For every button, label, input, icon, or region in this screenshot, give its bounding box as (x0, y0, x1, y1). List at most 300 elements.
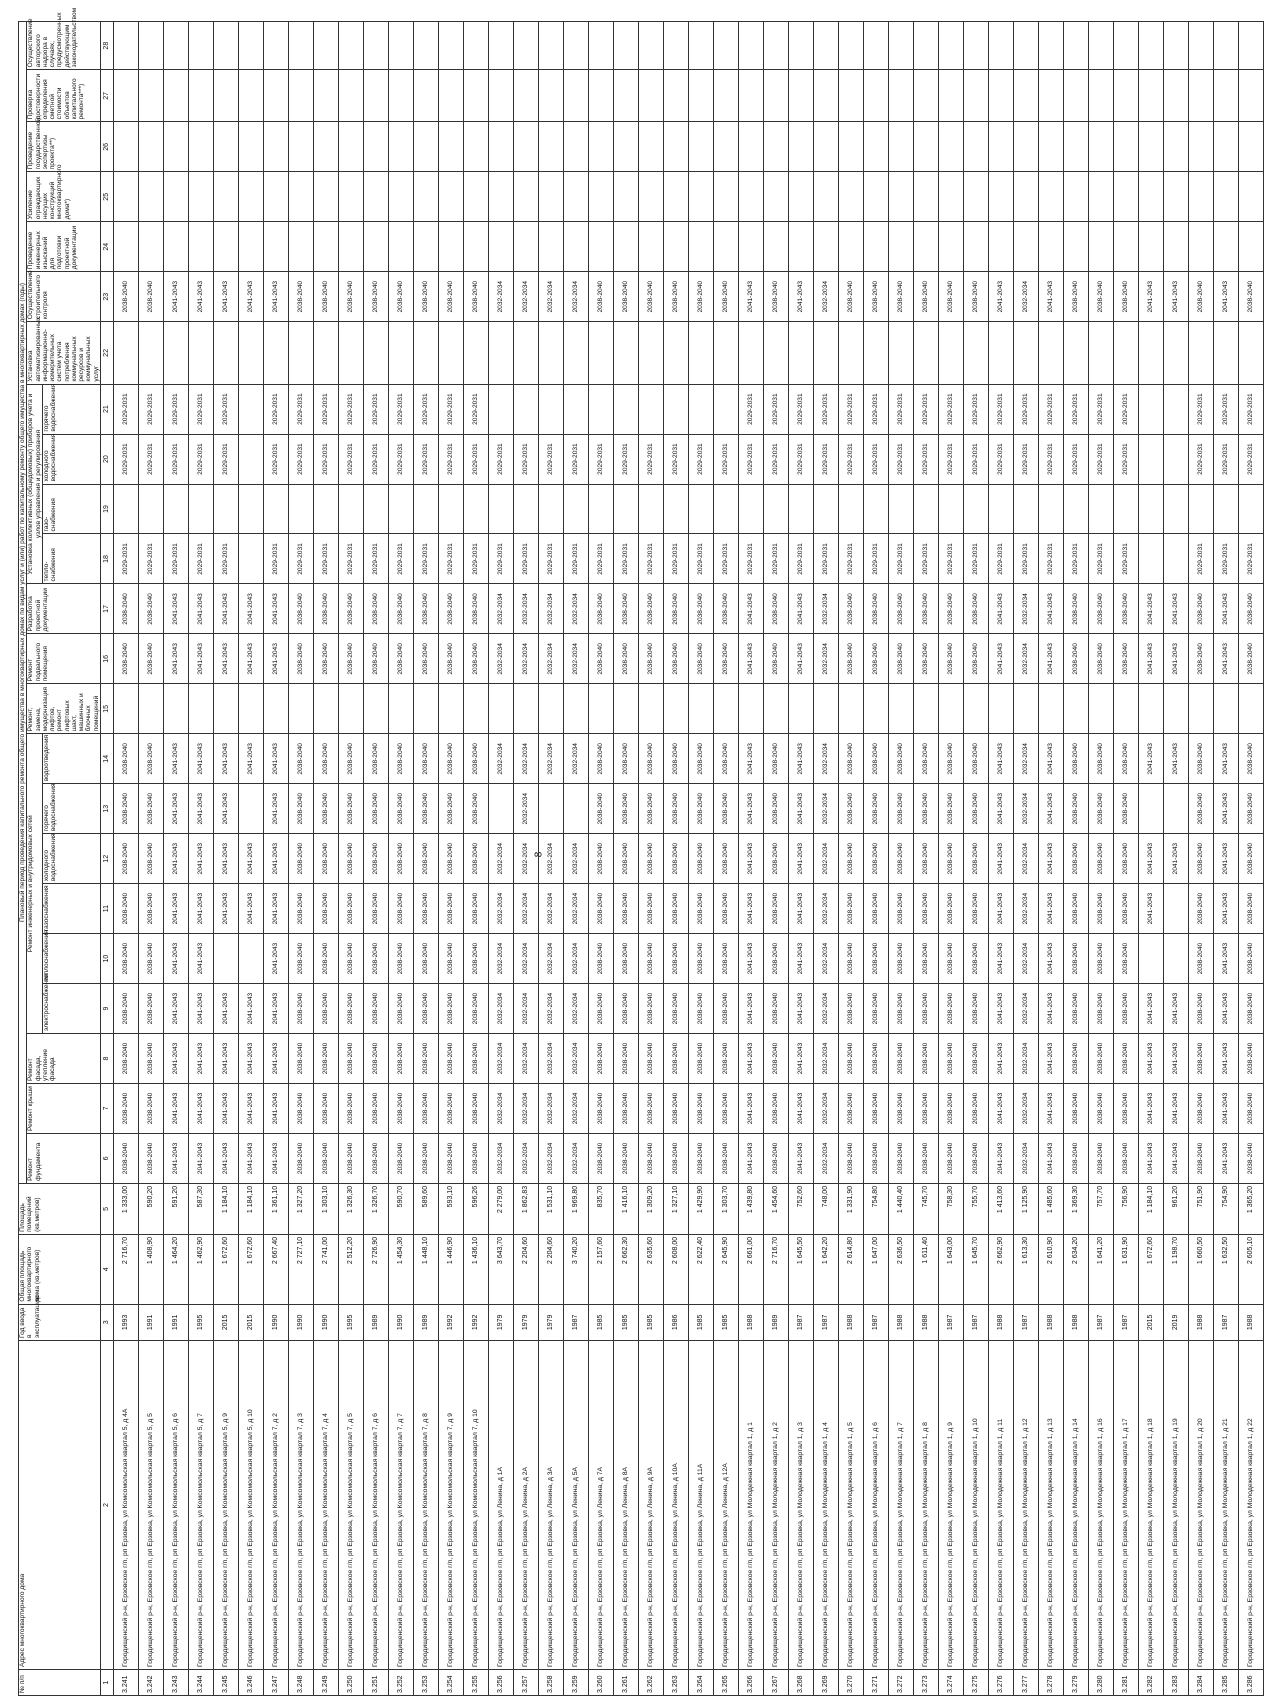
row-empty-cell (1013, 222, 1038, 272)
row-period-cell (713, 322, 738, 384)
row-period-cell: 2029-2031 (1113, 384, 1138, 434)
row-period-cell: 2029-2031 (1213, 534, 1238, 584)
row-period-cell (513, 322, 538, 384)
row-period-cell: 2041-2043 (188, 1133, 213, 1183)
row-period-cell: 2032-2034 (1013, 784, 1038, 834)
row-empty-cell (738, 70, 763, 122)
row-period-cell: 2029-2031 (363, 434, 388, 484)
row-period-cell (188, 684, 213, 734)
row-address: Городищенский р-н, Ерзовское г/п, рп Ерзовка, ул Молодежная квартал 1, д 21 (1213, 1341, 1238, 1670)
row-period-cell: 2029-2031 (363, 534, 388, 584)
row-number: 3.242 (138, 1669, 163, 1695)
row-period-cell (1063, 684, 1088, 734)
table-row (213, 22, 238, 1696)
row-period-cell: 2041-2043 (1163, 1133, 1188, 1183)
row-number: 3.259 (563, 1669, 588, 1695)
row-period-cell (663, 384, 688, 434)
table-row (538, 22, 563, 1696)
row-period-cell: 2041-2043 (1138, 1133, 1163, 1183)
row-year: 1979 (488, 1304, 513, 1340)
row-period-cell: 2038-2040 (688, 934, 713, 984)
column-number: 13 (100, 784, 113, 834)
row-period-cell: 2041-2043 (738, 1083, 763, 1133)
row-period-cell: 2038-2040 (463, 784, 488, 834)
row-period-cell: 2032-2034 (563, 984, 588, 1034)
row-period-cell: 2029-2031 (1113, 534, 1138, 584)
row-period-cell: 2038-2040 (388, 784, 413, 834)
table-row (838, 22, 863, 1696)
row-empty-cell (188, 222, 213, 272)
row-period-cell: 2041-2043 (188, 272, 213, 322)
header-num: № п/п (19, 1669, 101, 1695)
row-period-cell: 2029-2031 (1088, 534, 1113, 584)
row-premises-area: 745,70 (913, 1183, 938, 1234)
row-empty-cell (713, 172, 738, 222)
row-period-cell (538, 484, 563, 534)
row-period-cell: 2041-2043 (788, 884, 813, 934)
row-premises-area: 1 862,83 (513, 1183, 538, 1234)
row-period-cell: 2038-2040 (363, 734, 388, 784)
row-number: 3.280 (1088, 1669, 1113, 1695)
header-expertise: Проведение государственной экспертизы проекта**) (27, 122, 101, 172)
row-period-cell (1163, 322, 1188, 384)
row-empty-cell (463, 70, 488, 122)
row-period-cell: 2041-2043 (788, 1034, 813, 1084)
row-period-cell: 2041-2043 (1138, 834, 1163, 884)
column-number: 14 (100, 734, 113, 784)
row-empty-cell (638, 22, 663, 70)
row-empty-cell (113, 222, 138, 272)
column-number: 6 (100, 1133, 113, 1183)
row-period-cell: 2038-2040 (638, 834, 663, 884)
row-address: Городищенский р-н, Ерзовское г/п, рп Ерзовка, ул Молодежная квартал 1, д 13 (1038, 1341, 1063, 1670)
row-period-cell: 2041-2043 (213, 272, 238, 322)
row-period-cell: 2041-2043 (263, 1083, 288, 1133)
row-period-cell: 2041-2043 (188, 884, 213, 934)
row-period-cell: 2038-2040 (438, 784, 463, 834)
row-empty-cell (738, 172, 763, 222)
row-empty-cell (863, 70, 888, 122)
row-period-cell: 2029-2031 (163, 384, 188, 434)
row-period-cell: 2029-2031 (513, 434, 538, 484)
row-period-cell: 2029-2031 (1188, 384, 1213, 434)
table-row (1238, 22, 1263, 1696)
row-empty-cell (813, 22, 838, 70)
column-number: 10 (100, 934, 113, 984)
row-empty-cell (988, 222, 1013, 272)
row-period-cell: 2032-2034 (488, 272, 513, 322)
header-design-docs: Разработка проектной документации (27, 584, 101, 634)
row-period-cell: 2038-2040 (613, 584, 638, 634)
row-period-cell: 2041-2043 (263, 934, 288, 984)
row-total-area: 1 642,20 (813, 1234, 838, 1304)
row-period-cell: 2029-2031 (738, 384, 763, 434)
row-period-cell: 2038-2040 (913, 1133, 938, 1183)
row-period-cell: 2029-2031 (863, 534, 888, 584)
row-period-cell (1138, 684, 1163, 734)
row-period-cell: 2032-2034 (538, 1083, 563, 1133)
row-period-cell: 2038-2040 (338, 984, 363, 1034)
row-period-cell: 2029-2031 (763, 534, 788, 584)
row-period-cell: 2032-2034 (513, 884, 538, 934)
row-period-cell (1088, 484, 1113, 534)
row-period-cell: 2038-2040 (1063, 584, 1088, 634)
row-empty-cell (513, 70, 538, 122)
row-period-cell: 2029-2031 (138, 434, 163, 484)
row-period-cell (238, 534, 263, 584)
row-period-cell: 2029-2031 (888, 434, 913, 484)
row-period-cell: 2038-2040 (838, 634, 863, 684)
row-total-area: 1 446,90 (438, 1234, 463, 1304)
row-premises-area: 1 326,70 (363, 1183, 388, 1234)
row-period-cell: 2029-2031 (888, 384, 913, 434)
row-period-cell: 2038-2040 (138, 734, 163, 784)
row-period-cell (388, 684, 413, 734)
row-empty-cell (1088, 22, 1113, 70)
row-period-cell: 2038-2040 (938, 1034, 963, 1084)
row-period-cell: 2032-2034 (488, 584, 513, 634)
table-header (19, 7, 114, 1696)
table-row (1038, 22, 1063, 1696)
row-period-cell: 2029-2031 (638, 434, 663, 484)
row-period-cell: 2041-2043 (213, 1133, 238, 1183)
row-period-cell (388, 322, 413, 384)
row-premises-area: 961,20 (1163, 1183, 1188, 1234)
row-period-cell (763, 684, 788, 734)
row-empty-cell (1163, 22, 1188, 70)
header-elevators: Ремонт, замена, модернизация лифтов, ремонт лифтовых шахт, машинных и блочных помещений (27, 684, 101, 734)
row-year: 1988 (1063, 1304, 1088, 1340)
row-period-cell (188, 322, 213, 384)
row-empty-cell (338, 22, 363, 70)
row-year: 1995 (188, 1304, 213, 1340)
row-empty-cell (1138, 172, 1163, 222)
row-period-cell: 2041-2043 (213, 1083, 238, 1133)
row-period-cell (338, 484, 363, 534)
row-premises-area: 1 184,10 (213, 1183, 238, 1234)
row-empty-cell (1013, 122, 1038, 172)
row-empty-cell (613, 222, 638, 272)
row-period-cell: 2038-2040 (338, 1034, 363, 1084)
row-period-cell (688, 322, 713, 384)
row-empty-cell (1213, 222, 1238, 272)
row-total-area: 2 622,40 (688, 1234, 713, 1304)
row-total-area: 1 464,20 (163, 1234, 188, 1304)
row-period-cell: 2041-2043 (1038, 784, 1063, 834)
row-period-cell: 2029-2031 (838, 534, 863, 584)
row-total-area: 1 647,00 (863, 1234, 888, 1304)
row-empty-cell (538, 22, 563, 70)
row-premises-area: 590,20 (138, 1183, 163, 1234)
table-row (1088, 22, 1113, 1696)
row-period-cell: 2029-2031 (288, 434, 313, 484)
row-period-cell (163, 484, 188, 534)
row-period-cell (888, 322, 913, 384)
row-period-cell (713, 384, 738, 434)
row-period-cell: 2038-2040 (438, 884, 463, 934)
row-total-area: 2 636,50 (888, 1234, 913, 1304)
row-period-cell: 2029-2031 (1238, 434, 1263, 484)
row-period-cell: 2029-2031 (1038, 534, 1063, 584)
row-period-cell: 2038-2040 (1188, 934, 1213, 984)
row-total-area: 1 641,20 (1088, 1234, 1113, 1304)
row-empty-cell (863, 222, 888, 272)
row-period-cell: 2038-2040 (713, 784, 738, 834)
row-period-cell: 2032-2034 (1013, 584, 1038, 634)
table-row (313, 22, 338, 1696)
row-period-cell: 2041-2043 (1213, 1034, 1238, 1084)
row-period-cell (1138, 934, 1163, 984)
row-period-cell: 2038-2040 (113, 734, 138, 784)
row-year: 1987 (963, 1304, 988, 1340)
row-period-cell: 2041-2043 (988, 634, 1013, 684)
row-period-cell: 2041-2043 (163, 1083, 188, 1133)
row-period-cell: 2041-2043 (1213, 884, 1238, 934)
row-period-cell: 2038-2040 (113, 634, 138, 684)
row-period-cell (963, 684, 988, 734)
row-empty-cell (688, 222, 713, 272)
row-period-cell: 2038-2040 (1088, 1083, 1113, 1133)
row-period-cell (888, 684, 913, 734)
row-period-cell: 2038-2040 (713, 584, 738, 634)
row-total-area: 1 672,60 (1138, 1234, 1163, 1304)
row-premises-area: 596,26 (463, 1183, 488, 1234)
row-period-cell: 2038-2040 (863, 1133, 888, 1183)
row-period-cell: 2038-2040 (413, 634, 438, 684)
row-period-cell: 2038-2040 (888, 1083, 913, 1133)
row-empty-cell (1188, 70, 1213, 122)
row-number: 3.243 (163, 1669, 188, 1695)
row-period-cell (1088, 322, 1113, 384)
column-number: 22 (100, 322, 113, 384)
row-year: 1979 (538, 1304, 563, 1340)
row-empty-cell (163, 22, 188, 70)
row-empty-cell (1013, 22, 1038, 70)
row-period-cell: 2038-2040 (913, 934, 938, 984)
row-period-cell: 2029-2031 (313, 434, 338, 484)
row-period-cell: 2041-2043 (188, 1083, 213, 1133)
row-year: 2015 (213, 1304, 238, 1340)
row-empty-cell (1163, 222, 1188, 272)
row-empty-cell (338, 70, 363, 122)
row-period-cell: 2041-2043 (738, 1034, 763, 1084)
row-total-area: 1 631,90 (1113, 1234, 1138, 1304)
row-period-cell: 2038-2040 (338, 634, 363, 684)
row-period-cell: 2029-2031 (788, 534, 813, 584)
row-period-cell (363, 684, 388, 734)
row-period-cell (1213, 684, 1238, 734)
row-empty-cell (213, 70, 238, 122)
row-period-cell: 2038-2040 (363, 634, 388, 684)
row-period-cell: 2032-2034 (488, 634, 513, 684)
row-number: 3.269 (813, 1669, 838, 1695)
row-empty-cell (438, 70, 463, 122)
row-period-cell: 2029-2031 (1013, 534, 1038, 584)
header-supervision: Осуществление строительного контроля (27, 272, 101, 322)
row-empty-cell (1238, 22, 1263, 70)
row-period-cell: 2038-2040 (113, 1133, 138, 1183)
row-period-cell (1163, 384, 1188, 434)
row-period-cell (738, 484, 763, 534)
row-period-cell: 2041-2043 (263, 1034, 288, 1084)
row-period-cell: 2041-2043 (213, 784, 238, 834)
row-period-cell: 2038-2040 (663, 1083, 688, 1133)
row-empty-cell (163, 172, 188, 222)
row-period-cell: 2038-2040 (838, 984, 863, 1034)
row-period-cell (338, 684, 363, 734)
row-period-cell: 2038-2040 (613, 884, 638, 934)
row-period-cell (763, 484, 788, 534)
header-meters: Установка коллективных (общедомовых) приборов учета и узлов управления и регулирования (27, 384, 43, 584)
row-empty-cell (588, 22, 613, 70)
row-period-cell: 2032-2034 (813, 1034, 838, 1084)
row-period-cell: 2041-2043 (738, 834, 763, 884)
row-number: 3.273 (913, 1669, 938, 1695)
row-period-cell: 2038-2040 (363, 1083, 388, 1133)
row-year: 2015 (238, 1304, 263, 1340)
row-period-cell: 2032-2034 (513, 584, 538, 634)
row-year: 1985 (588, 1304, 613, 1340)
row-period-cell: 2038-2040 (688, 984, 713, 1034)
row-period-cell: 2038-2040 (613, 1083, 638, 1133)
row-period-cell: 2038-2040 (113, 834, 138, 884)
row-period-cell: 2032-2034 (563, 934, 588, 984)
row-period-cell: 2038-2040 (663, 1034, 688, 1084)
row-empty-cell (988, 172, 1013, 222)
row-period-cell: 2038-2040 (888, 884, 913, 934)
row-period-cell: 2038-2040 (388, 272, 413, 322)
row-year: 1988 (888, 1304, 913, 1340)
row-empty-cell (313, 222, 338, 272)
row-period-cell: 2041-2043 (1138, 1034, 1163, 1084)
row-empty-cell (388, 22, 413, 70)
row-premises-area: 758,30 (938, 1183, 963, 1234)
row-period-cell: 2041-2043 (163, 1133, 188, 1183)
row-empty-cell (763, 70, 788, 122)
row-empty-cell (138, 70, 163, 122)
table-row (1113, 22, 1138, 1696)
row-period-cell: 2041-2043 (1163, 984, 1188, 1034)
row-address: Городищенский р-н, Ерзовское г/п, рп Ерзовка, ул Комсомольская квартал 7, д 3 (288, 1341, 313, 1670)
row-period-cell: 2038-2040 (638, 934, 663, 984)
row-empty-cell (788, 122, 813, 172)
row-number: 3.249 (313, 1669, 338, 1695)
row-period-cell (463, 484, 488, 534)
row-period-cell: 2032-2034 (513, 834, 538, 884)
row-empty-cell (1238, 122, 1263, 172)
row-period-cell: 2038-2040 (138, 784, 163, 834)
row-period-cell (513, 384, 538, 434)
row-period-cell: 2038-2040 (638, 1034, 663, 1084)
table-row (463, 22, 488, 1696)
row-number: 3.258 (538, 1669, 563, 1695)
row-period-cell: 2041-2043 (1213, 634, 1238, 684)
row-empty-cell (138, 172, 163, 222)
row-period-cell: 2041-2043 (213, 584, 238, 634)
row-empty-cell (588, 222, 613, 272)
row-period-cell (288, 322, 313, 384)
row-period-cell: 2038-2040 (938, 734, 963, 784)
row-period-cell (213, 322, 238, 384)
row-address: Городищенский р-н, Ерзовское г/п, рп Ерзовка, ул Молодежная квартал 1, д 9 (938, 1341, 963, 1670)
capital-repair-table (18, 7, 1264, 1696)
row-period-cell: 2038-2040 (463, 934, 488, 984)
row-empty-cell (938, 222, 963, 272)
row-empty-cell (1213, 70, 1238, 122)
header-planned-period: Плановый период проведения капитального ремонта общего имущества в многоквартирных домах по видам услуг и (или) работ по капитальному ремонту общего имущества в многоквартирных домах (годы) (19, 22, 27, 1184)
row-period-cell: 2029-2031 (288, 534, 313, 584)
row-period-cell (888, 484, 913, 534)
row-period-cell (688, 684, 713, 734)
row-period-cell: 2038-2040 (1063, 984, 1088, 1034)
row-period-cell: 2038-2040 (613, 834, 638, 884)
row-empty-cell (313, 122, 338, 172)
row-total-area: 1 462,90 (188, 1234, 213, 1304)
row-period-cell: 2038-2040 (313, 834, 338, 884)
row-period-cell: 2029-2031 (1113, 434, 1138, 484)
row-total-area: 3 643,70 (488, 1234, 513, 1304)
row-empty-cell (613, 22, 638, 70)
row-period-cell: 2038-2040 (1188, 272, 1213, 322)
row-period-cell: 2038-2040 (763, 834, 788, 884)
row-period-cell: 2041-2043 (1163, 1034, 1188, 1084)
row-period-cell: 2038-2040 (1238, 834, 1263, 884)
row-empty-cell (913, 222, 938, 272)
row-period-cell: 2029-2031 (763, 434, 788, 484)
row-period-cell (613, 384, 638, 434)
row-year: 1988 (1038, 1304, 1063, 1340)
row-period-cell: 2038-2040 (963, 584, 988, 634)
row-total-area: 2 634,20 (1063, 1234, 1088, 1304)
row-year: 1990 (288, 1304, 313, 1340)
row-period-cell: 2038-2040 (963, 1083, 988, 1133)
row-period-cell: 2038-2040 (588, 634, 613, 684)
row-period-cell: 2032-2034 (563, 1083, 588, 1133)
row-period-cell: 2041-2043 (188, 1034, 213, 1084)
row-period-cell: 2041-2043 (1138, 884, 1163, 934)
row-total-area: 2 716,70 (763, 1234, 788, 1304)
header-address: Адрес многоквартирного дома (19, 1341, 101, 1670)
row-address: Городищенский р-н, Ерзовское г/п, рп Ерзовка, ул Молодежная квартал 1, д 4 (813, 1341, 838, 1670)
row-empty-cell (488, 172, 513, 222)
row-period-cell: 2038-2040 (463, 584, 488, 634)
row-period-cell: 2029-2031 (563, 534, 588, 584)
row-period-cell (413, 322, 438, 384)
row-address: Городищенский р-н, Ерзовское г/п, рп Ерзовка, ул Комсомольская квартал 7, д 10 (463, 1341, 488, 1670)
table-row (488, 22, 513, 1696)
row-period-cell: 2029-2031 (1088, 434, 1113, 484)
row-period-cell: 2041-2043 (1038, 1133, 1063, 1183)
row-period-cell: 2029-2031 (913, 534, 938, 584)
table-row (513, 22, 538, 1696)
row-address: Городищенский р-н, Ерзовское г/п, рп Ерзовка, ул Комсомольская квартал 5, д 5 (138, 1341, 163, 1670)
row-total-area: 2 662,90 (988, 1234, 1013, 1304)
row-period-cell: 2041-2043 (188, 734, 213, 784)
row-empty-cell (1138, 122, 1163, 172)
row-period-cell (563, 784, 588, 834)
row-premises-area: 1 326,30 (338, 1183, 363, 1234)
row-empty-cell (513, 122, 538, 172)
row-period-cell: 2038-2040 (388, 1133, 413, 1183)
row-period-cell: 2032-2034 (1013, 1133, 1038, 1183)
row-empty-cell (463, 172, 488, 222)
table-row (1163, 22, 1188, 1696)
row-period-cell: 2029-2031 (788, 434, 813, 484)
row-period-cell: 2032-2034 (813, 584, 838, 634)
row-period-cell: 2029-2031 (288, 384, 313, 434)
row-period-cell: 2038-2040 (838, 1133, 863, 1183)
row-period-cell (1013, 322, 1038, 384)
